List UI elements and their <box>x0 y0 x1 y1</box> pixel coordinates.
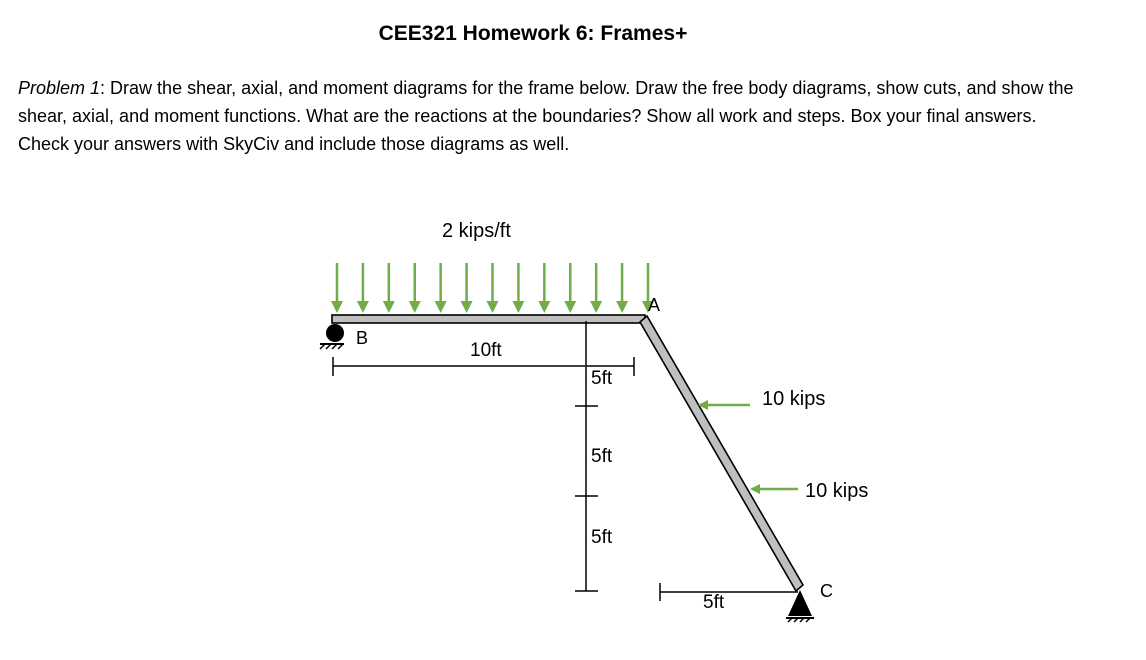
distributed-load-arrows <box>331 263 654 313</box>
dimension-5ft-horizontal-label: 5ft <box>591 368 613 389</box>
dimension-5ft-bottom-label: 5ft <box>703 592 725 613</box>
distributed-load-arrowhead <box>357 301 369 313</box>
node-b-label: B <box>356 328 369 348</box>
inclined-member <box>640 316 803 591</box>
distributed-load-arrowhead <box>461 301 473 313</box>
distributed-load-arrowhead <box>538 301 550 313</box>
distributed-load-arrowhead <box>435 301 447 313</box>
problem-label: Problem 1 <box>18 78 101 98</box>
horizontal-member <box>332 315 645 323</box>
dimension-10ft-label: 10ft <box>470 340 502 361</box>
problem-text: : Draw the shear, axial, and moment diagrams for the frame below. Draw the free body diagrams, show cuts, and show the shear, axial, and moment functions. What are the reactions at the boundaries? Show all work and steps. Box your final answers. Check your answers with SkyCiv and include those diagrams as well. <box>18 78 1074 154</box>
page-title: CEE321 Homework 6: Frames+ <box>378 22 688 45</box>
distributed-load-arrowhead <box>512 301 524 313</box>
point-load-label-1: 10 kips <box>762 388 826 410</box>
pin-triangle <box>788 590 812 616</box>
distributed-load-arrowhead <box>383 301 395 313</box>
dimension-10ft <box>333 357 585 376</box>
dimension-5ft-vertical-2-label: 5ft <box>591 527 613 548</box>
dimension-5ft-vertical-1-label: 5ft <box>591 446 613 467</box>
distributed-load-arrowhead <box>331 301 343 313</box>
point-load-label-2: 10 kips <box>805 480 869 502</box>
distributed-load <box>331 263 654 313</box>
distributed-load-arrowhead <box>564 301 576 313</box>
distributed-load-arrowhead <box>590 301 602 313</box>
roller-support-b <box>320 324 344 349</box>
roller-circle <box>326 324 344 342</box>
distributed-load-arrowhead <box>409 301 421 313</box>
node-c-label: C <box>820 581 833 601</box>
distributed-load-arrowhead <box>487 301 499 313</box>
distributed-load-label: 2 kips/ft <box>442 220 511 242</box>
distributed-load-arrowhead <box>616 301 628 313</box>
pin-support-c <box>786 590 814 622</box>
dimension-5ft-bottom <box>660 583 798 601</box>
node-a-label: A <box>648 295 661 315</box>
